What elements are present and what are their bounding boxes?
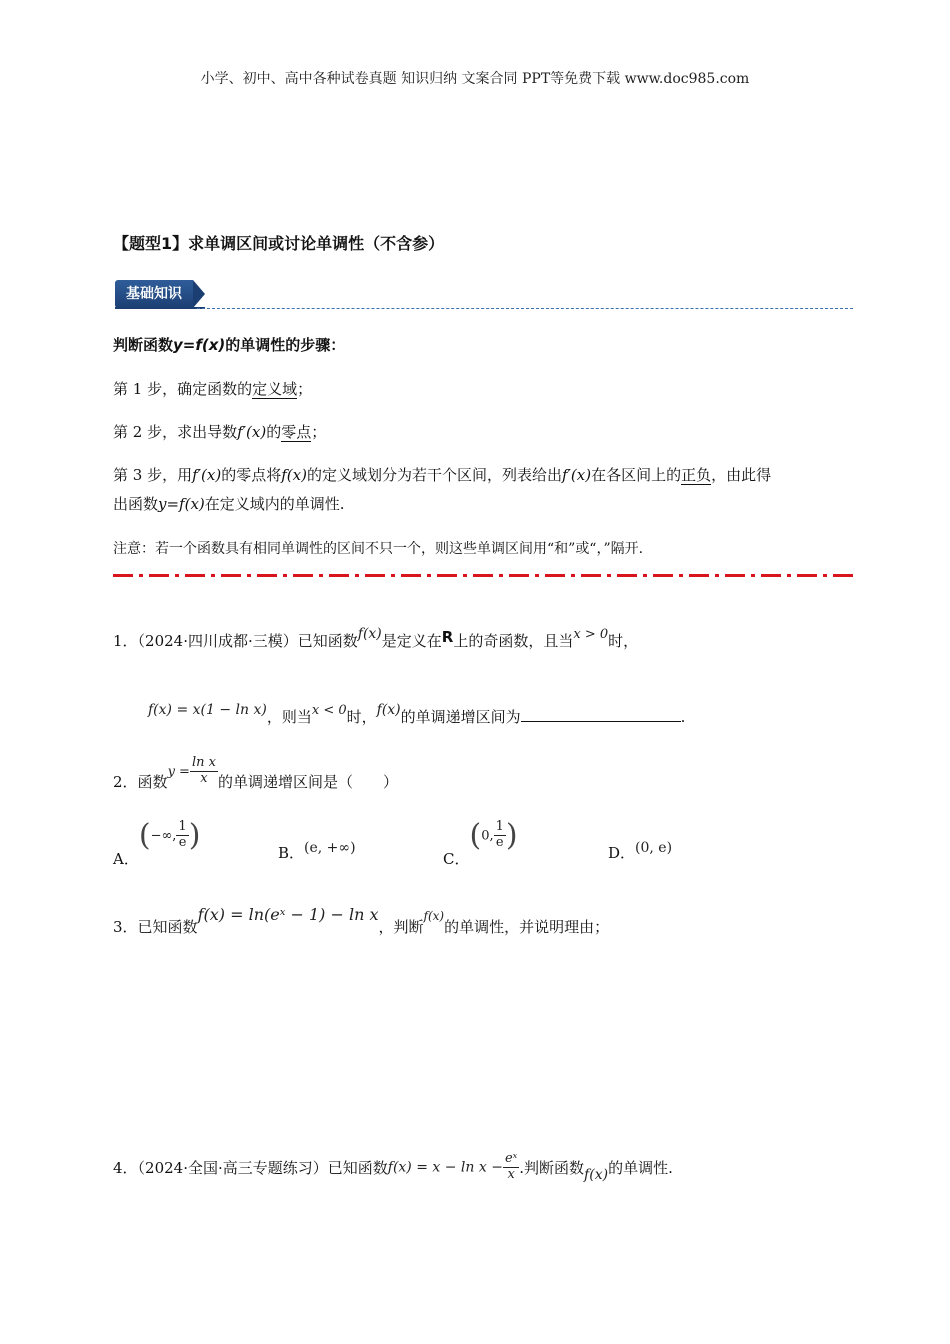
question-4-line xyxy=(113,1152,673,1183)
question-1-line-2-text-2: 时， xyxy=(346,708,377,726)
step-2 xyxy=(113,421,326,442)
option-d[interactable] xyxy=(608,836,673,862)
step-1-text: 第 1 步，确定函数的 xyxy=(113,380,253,398)
step-3-text-c: 的定义域划分为若干个区间，列表给出 xyxy=(306,466,562,484)
option-c-lparen: ( xyxy=(469,818,482,853)
question-1-number: 1． xyxy=(113,632,138,650)
question-4-number: 4． xyxy=(113,1159,138,1178)
option-a-pre: −∞, xyxy=(150,828,177,844)
question-1-line-2-text-3: 的单调递增区间为 xyxy=(400,708,521,726)
page-header: 小学、初中、高中各种试卷真题 知识归纳 文案合同 PPT等免费下载 www.doc985.com xyxy=(200,71,750,87)
question-2-fraction-den: x xyxy=(200,770,208,786)
step-3-text-a: 第 3 步，用 xyxy=(113,466,193,484)
question-2-text-2: 的单调递增区间是（ ） xyxy=(217,773,398,792)
question-3-text-1: 已知函数 xyxy=(137,918,198,936)
option-d-label: D． xyxy=(608,844,636,862)
question-4-math-fx: f(x) xyxy=(584,1167,609,1184)
question-2-text-1: 函数 xyxy=(137,773,168,792)
step-2-text: 第 2 步，求出导数 xyxy=(113,423,238,441)
question-2-fraction-num: ln x xyxy=(191,755,216,770)
step-3-text-b: 的零点将 xyxy=(221,466,282,484)
question-3-function-def: f(x) = ln(eˣ − 1) − ln x xyxy=(197,905,379,924)
question-1-text-2: 上的奇函数，且当 xyxy=(453,632,574,650)
question-1-math-fx-2: f(x) xyxy=(376,702,401,718)
question-4-fraction-num: eˣ xyxy=(504,1151,518,1166)
question-4-source: （2024·全国·高三专题练习）已知函数 xyxy=(137,1159,388,1178)
option-c-label: C． xyxy=(443,849,470,868)
option-b-interval: (e, +∞) xyxy=(304,840,356,856)
option-a-rparen: ) xyxy=(188,818,201,853)
question-2-y: y = xyxy=(167,764,190,780)
question-1-source: （2024·四川成都·三模）已知函数 xyxy=(137,632,358,650)
question-1-function-def: f(x) = x(1 − ln x) xyxy=(148,702,267,718)
option-b[interactable] xyxy=(278,836,356,862)
option-b-label: B． xyxy=(278,844,305,862)
option-a-fraction-num: 1 xyxy=(178,819,187,835)
heading-text: 判断函数 xyxy=(113,336,174,354)
option-a-label: A． xyxy=(113,849,139,868)
badge-arrow-shape xyxy=(193,280,205,308)
step-1-underlined: 定义域 xyxy=(252,380,298,398)
question-3-math-fx: f(x) xyxy=(423,909,445,923)
question-1-set-R: R xyxy=(441,628,454,646)
step-3-underlined: 正负 xyxy=(681,466,712,484)
question-1-text-3: 时， xyxy=(608,632,639,650)
question-2-line xyxy=(113,755,398,792)
question-4-text-1: .判断函数 xyxy=(519,1159,585,1178)
step-3-line-2 xyxy=(113,493,345,514)
step-1 xyxy=(113,378,312,399)
answer-blank[interactable] xyxy=(521,707,681,722)
step-3-math-3: f′(x) xyxy=(561,466,592,484)
question-2-number: 2． xyxy=(113,773,138,792)
question-2-fraction xyxy=(190,756,218,787)
question-1-text-1: 是定义在 xyxy=(381,632,442,650)
option-c-fraction-den: e xyxy=(495,835,504,850)
option-a-lparen: ( xyxy=(138,818,151,853)
step-2-underlined: 零点 xyxy=(281,423,312,441)
step-3-line-2-text-b: 在定义域内的单调性. xyxy=(204,495,345,513)
step-3-line-1 xyxy=(113,464,771,485)
dashed-divider xyxy=(197,308,853,309)
question-4-function-def: f(x) = x − ln x − xyxy=(387,1159,503,1176)
red-dash-divider xyxy=(113,574,853,577)
question-3-line xyxy=(113,904,610,936)
step-1-end: ； xyxy=(297,380,313,398)
option-c-fraction-num: 1 xyxy=(495,819,504,835)
question-1-line-2 xyxy=(148,702,686,727)
step-3-math-2: f(x) xyxy=(281,466,307,484)
option-c[interactable] xyxy=(443,818,518,868)
question-1-math-cond: x > 0 xyxy=(573,627,609,642)
step-2-end: ； xyxy=(311,423,327,441)
section-title: 【题型1】求单调区间或讨论单调性（不含参） xyxy=(113,234,445,253)
knowledge-badge xyxy=(115,280,197,308)
step-3-line-2-text-a: 出函数 xyxy=(113,495,159,513)
badge-underline xyxy=(115,307,205,309)
step-3-line-2-math: y=f(x) xyxy=(158,495,205,513)
question-3-text-2: ，判断 xyxy=(378,918,424,936)
question-4-text-2: 的单调性. xyxy=(608,1159,673,1178)
question-3-text-3: 的单调性，并说明理由； xyxy=(444,918,610,936)
option-c-pre: 0, xyxy=(481,828,494,844)
knowledge-heading xyxy=(113,334,345,355)
question-1-math-fx: f(x) xyxy=(357,626,382,642)
question-1-line-2-text-1: ，则当 xyxy=(266,708,312,726)
question-3-number: 3． xyxy=(113,918,138,936)
question-1-period: . xyxy=(680,708,686,726)
knowledge-badge-label: 基础知识 xyxy=(115,280,193,308)
option-a-fraction xyxy=(176,820,188,851)
option-a-fraction-den: e xyxy=(178,835,187,850)
heading-math: y=f(x) xyxy=(173,336,226,354)
question-1-line-1 xyxy=(113,626,639,651)
step-3-text-e: ，由此得 xyxy=(711,466,772,484)
option-a[interactable] xyxy=(113,818,201,868)
option-c-rparen: ) xyxy=(505,818,518,853)
heading-text-end: 的单调性的步骤： xyxy=(225,336,346,354)
step-3-text-d: 在各区间上的 xyxy=(591,466,682,484)
step-3-math-1: f′(x) xyxy=(192,466,222,484)
step-2-mid: 的 xyxy=(266,423,282,441)
question-4-fraction xyxy=(503,1152,519,1183)
question-1-math-neg: x < 0 xyxy=(311,703,347,718)
option-d-interval: (0, e) xyxy=(635,840,673,856)
option-c-fraction xyxy=(494,820,506,851)
step-2-math: f′(x) xyxy=(237,423,267,441)
note-text: 注意：若一个函数具有相同单调性的区间不只一个，则这些单调区间用“和”或“，”隔开. xyxy=(113,541,644,557)
question-4-fraction-den: x xyxy=(507,1166,515,1182)
